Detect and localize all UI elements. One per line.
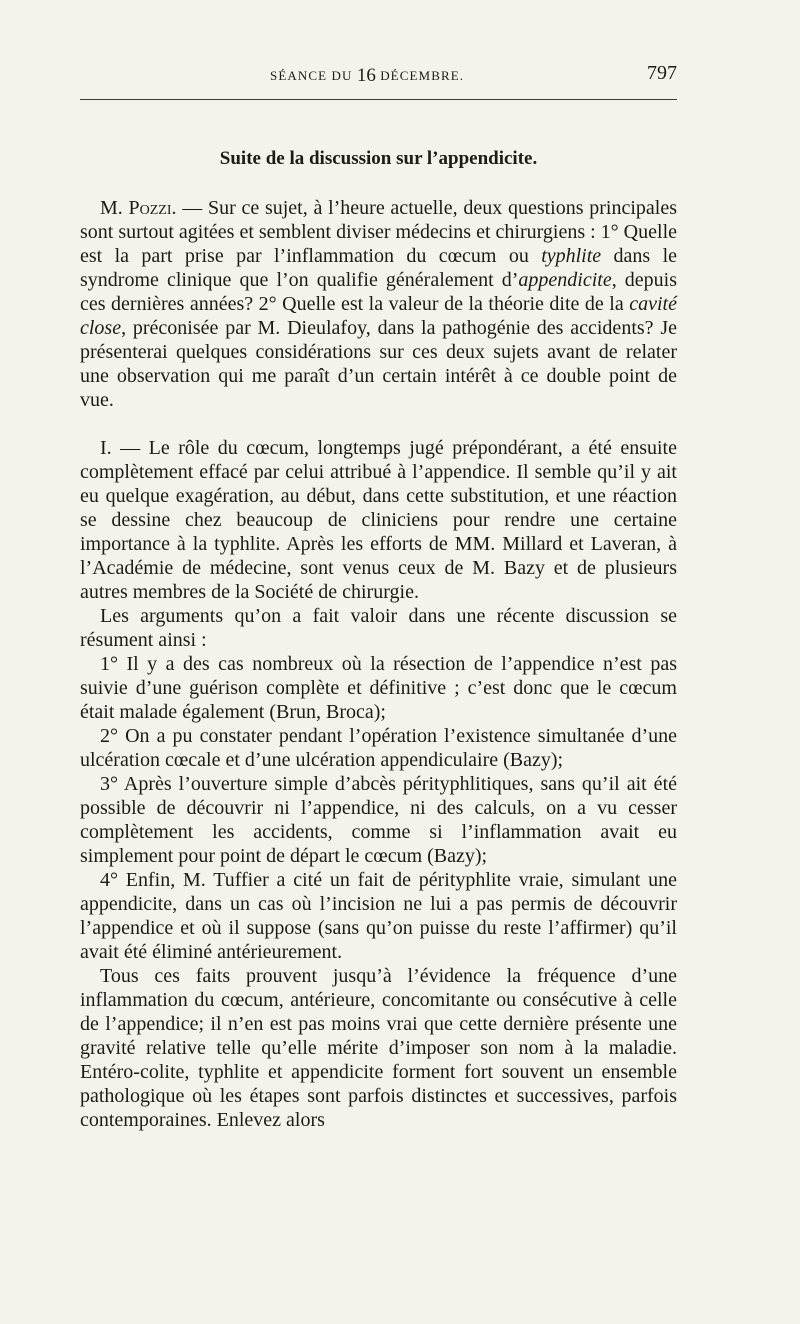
text-run: , depuis ces dernières années? 2° Quelle est la valeur de la théorie dite de la <box>80 269 678 315</box>
running-title-prefix: SÉANCE DU <box>270 68 357 83</box>
speaker-name: M. Pozzi. <box>100 197 177 219</box>
running-title <box>270 64 464 86</box>
italic-term: typhlite <box>541 245 602 267</box>
text-run: , préconisée par M. Dieulafoy, dans la pathogénie des accidents? Je présenterai quelques considérations sur ces deux sujets avant de relater une observation qui me paraît d’un certain intérêt à ce double point de vue. <box>80 317 677 411</box>
italic-term: appendicite <box>518 269 612 291</box>
text-run: — Sur ce sujet, à l’heure actuelle, deux questions principales sont surtout agitées et semblent diviser médecins et chirurgiens : 1° Quelle est la part prise par l’inflammation du cœcum ou <box>80 197 677 267</box>
running-title-day: 16 <box>356 65 376 86</box>
paragraph-arguments: Les arguments qu’on a fait valoir dans une récente discussion se résument ainsi : <box>80 605 677 651</box>
italic-term: cavité close <box>80 293 677 339</box>
body-text <box>80 196 677 1132</box>
paragraph-pozzi-intro <box>80 196 677 412</box>
page-number: 797 <box>647 62 677 84</box>
running-title-suffix: DÉCEMBRE. <box>375 68 465 83</box>
paragraph-argument-2: 2° On a pu constater pendant l’opération l’existence simultanée d’une ulcération cœcale et d’une ulcération appendiculaire (Bazy); <box>80 725 677 771</box>
paragraph-argument-1: 1° Il y a des cas nombreux où la résection de l’appendice n’est pas suivie d’une guérison complète et définitive ; c’est donc que le cœcum était malade également (Brun, Broca); <box>80 653 677 723</box>
paragraph-section-i: I. — Le rôle du cœcum, longtemps jugé prépondérant, a été ensuite complètement effacé par celui attribué à l’appendice. Il semble qu’il y ait eu quelque exagération, au début, dans cette substitution, et une réaction se dessine chez beaucoup de cliniciens pour rendre une certaine importance à la typhlite. Après les efforts de MM. Millard et Laveran, à l’Académie de médecine, sont venus ceux de M. Bazy et de plusieurs autres membres de la Société de chirurgie. <box>80 437 677 603</box>
running-header <box>80 62 677 86</box>
header-rule <box>80 99 677 100</box>
paragraph-argument-3: 3° Après l’ouverture simple d’abcès pérityphlitiques, sans qu’il ait été possible de découvrir ni l’appendice, ni des calculs, on a vu cesser complètement les accidents, comme si l’inflammation avait eu simplement pour point de départ le cœcum (Bazy); <box>80 773 677 867</box>
section-title: Suite de la discussion sur l’appendicite. <box>219 148 538 169</box>
paragraph-conclusion: Tous ces faits prouvent jusqu’à l’évidence la fréquence d’une inflammation du cœcum, antérieure, concomitante ou consécutive à celle de l’appendice; il n’en est pas moins vrai que cette dernière présente une gravité relative telle qu’elle mérite d’imposer son nom à la maladie. Entéro-colite, typhlite et appendicite forment fort souvent un ensemble pathologique où les étapes sont parfois distinctes et successives, parfois contemporaines. Enlevez alors <box>80 965 677 1131</box>
paragraph-argument-4: 4° Enfin, M. Tuffier a cité un fait de pérityphlite vraie, simulant une appendicite, dans un cas où l’incision ne lui a pas permis de découvrir l’appendice et où il suppose (sans qu’on puisse du reste l’affirmer) qu’il avait été éliminé antérieurement. <box>80 869 677 963</box>
text-run: dans le syndrome clinique que l’on qualifie généralement d’ <box>80 245 677 291</box>
